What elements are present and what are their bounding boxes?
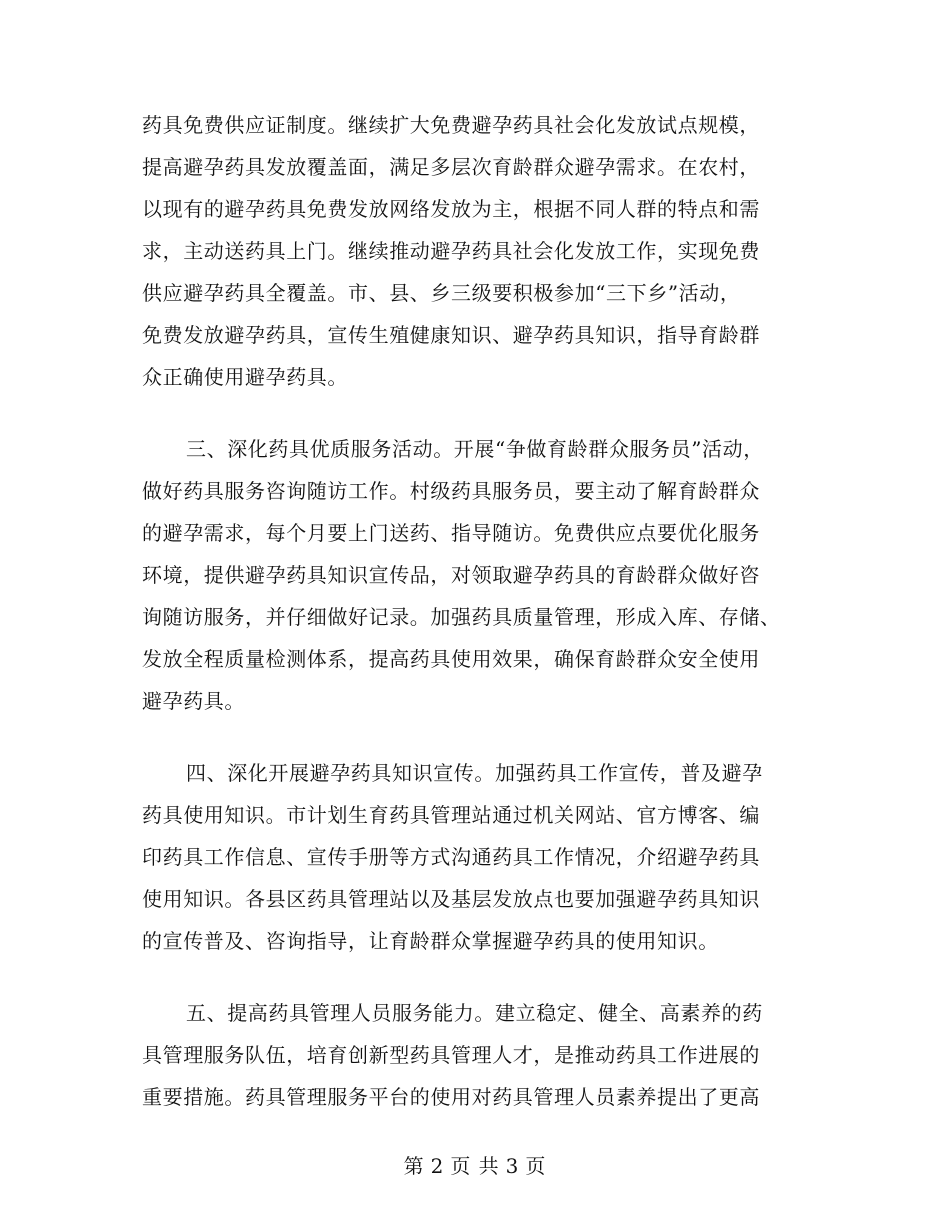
text-line: 避孕药具。: [142, 689, 245, 713]
text-line: 发放全程质量检测体系，提高药具使用效果，确保育龄群众安全使用: [142, 647, 760, 671]
paragraph-spacer: [142, 722, 810, 752]
text-line: 提高避孕药具发放覆盖面，满足多层次育龄群众避孕需求。在农村，: [142, 155, 760, 179]
text-line: 以现有的避孕药具免费发放网络发放为主，根据不同人群的特点和需: [142, 197, 760, 221]
footer-prefix: 第: [403, 1154, 425, 1178]
text-line: 重要措施。药具管理服务平台的使用对药具管理人员素养提出了更高: [142, 1085, 760, 1109]
text-line: 五、提高药具管理人员服务能力。建立稳定、健全、高素养的药: [186, 1001, 763, 1025]
paragraph: [142, 992, 810, 1118]
text-line: 环境，提供避孕药具知识宣传品，对领取避孕药具的育龄群众做好咨: [142, 563, 760, 587]
text-line: 的避孕需求，每个月要上门送药、指导随访。免费供应点要优化服务: [142, 521, 760, 545]
text-line: 三、深化药具优质服务活动。开展“争做育龄群众服务员”活动，: [186, 437, 764, 461]
text-line: 印药具工作信息、宣传手册等方式沟通药具工作情况，介绍避孕药具: [142, 845, 760, 869]
text-line: 药具免费供应证制度。继续扩大免费避孕药具社会化发放试点规模，: [142, 113, 760, 137]
paragraph-spacer: [142, 962, 810, 992]
page-total: 3: [505, 1154, 520, 1178]
paragraph: [142, 752, 810, 962]
text-line: 使用知识。各县区药具管理站以及基层发放点也要加强避孕药具知识: [142, 887, 760, 911]
text-line: 供应避孕药具全覆盖。市、县、乡三级要积极参加“三下乡”活动，: [142, 281, 741, 305]
paragraph: [142, 428, 810, 722]
text-line: 免费发放避孕药具，宣传生殖健康知识、避孕药具知识，指导育龄群: [142, 323, 760, 347]
page-footer: [0, 1150, 950, 1179]
paragraph-spacer: [142, 398, 810, 428]
paragraph: [142, 104, 810, 398]
footer-suffix: 页: [525, 1154, 547, 1178]
text-line: 做好药具服务咨询随访工作。村级药具服务员，要主动了解育龄群众: [142, 479, 760, 503]
text-line: 药具使用知识。市计划生育药具管理站通过机关网站、官方博客、编: [142, 803, 760, 827]
footer-middle: 页 共: [450, 1154, 500, 1178]
text-line: 众正确使用避孕药具。: [142, 365, 348, 389]
text-line: 四、深化开展避孕药具知识宣传。加强药具工作宣传，普及避孕: [186, 761, 763, 785]
text-line: 的宣传普及、咨询指导，让育龄群众掌握避孕药具的使用知识。: [142, 929, 719, 953]
document-body: [142, 104, 810, 1118]
page-number: 2: [430, 1154, 445, 1178]
text-line: 具管理服务队伍，培育创新型药具管理人才，是推动药具工作进展的: [142, 1043, 760, 1067]
text-line: 询随访服务，并仔细做好记录。加强药具质量管理，形成入库、存储、: [142, 605, 781, 629]
text-line: 求，主动送药具上门。继续推动避孕药具社会化发放工作，实现免费: [142, 239, 760, 263]
